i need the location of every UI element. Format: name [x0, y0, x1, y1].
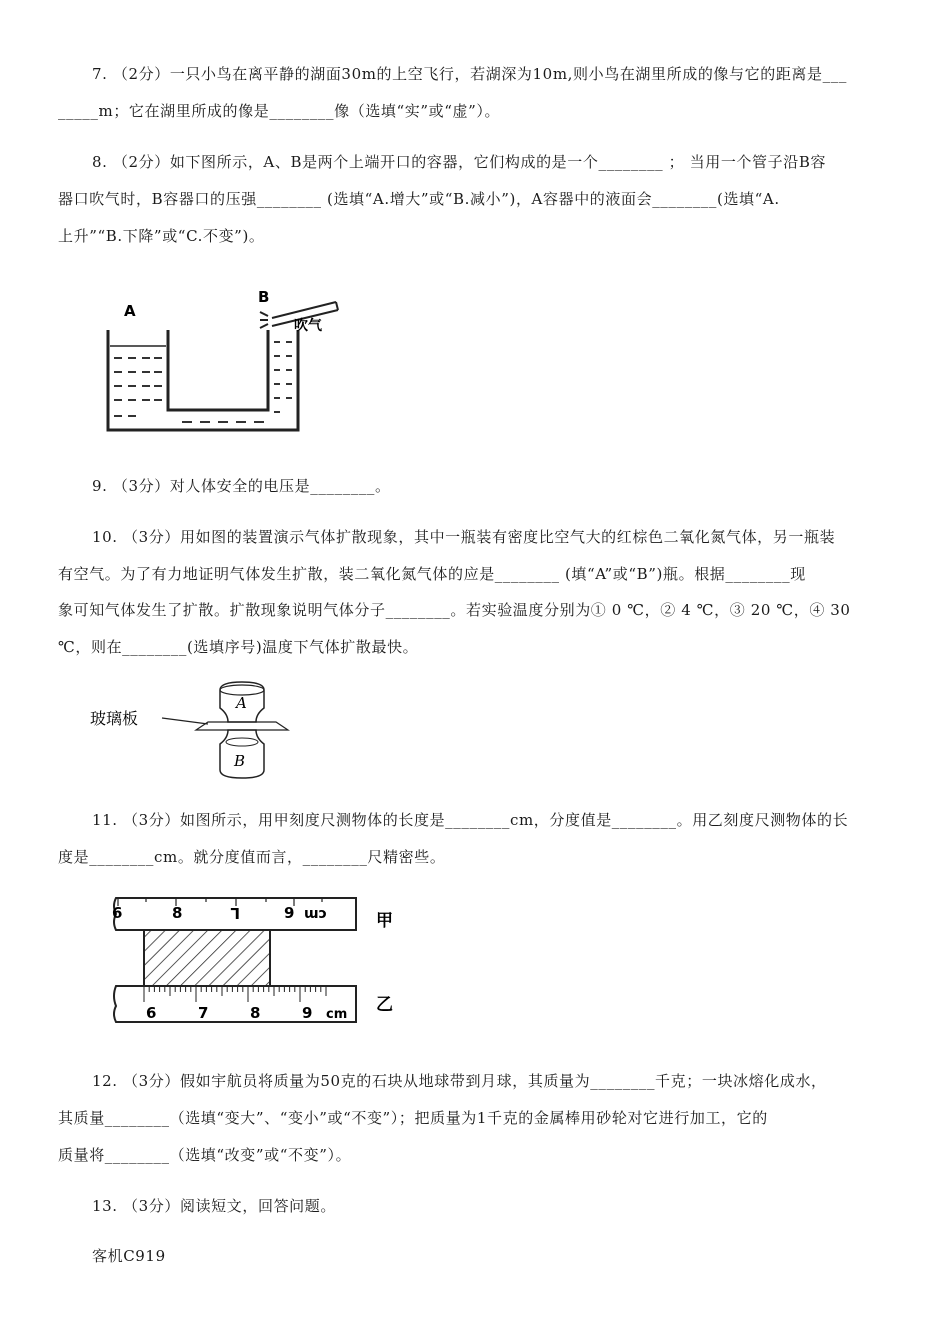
q8-line1: 8. （2分）如下图所示，A、B是两个上端开口的容器，它们构成的是一个________ ； 当用一个管子沿B容: [92, 153, 827, 171]
q12-line1: 12. （3分）假如宇航员将质量为50克的石块从地球带到月球，其质量为________千克；一块冰熔化成水，: [92, 1072, 827, 1090]
q8-line3: 上升”“B.下降”或“C.不变”)。: [58, 227, 265, 245]
q13-line1: 13. （3分）阅读短文，回答问题。: [92, 1197, 336, 1215]
q10-line3: 象可知气体发生了扩散。扩散现象说明气体分子________。若实验温度分别为① 0 ℃，② 4 ℃，③ 20 ℃，④ 30: [58, 601, 851, 619]
rulers-figure: [104, 892, 414, 1030]
bottom-ruler-tick-8: 8: [250, 1004, 261, 1022]
top-ruler-tick-9: 9: [284, 904, 295, 922]
q12-line3: 质量将________（选填“改变”或“不变”）。: [58, 1146, 352, 1164]
diffusion-bottles-figure: [90, 678, 310, 783]
bottom-ruler-tick-6: 6: [146, 1004, 157, 1022]
bottom-ruler-tick-7: 7: [198, 1004, 209, 1022]
q10-line2: 有空气。为了有力地证明气体发生扩散，装二氧化氮气体的应是________ (填“A”或“B”)瓶。根据________现: [58, 565, 806, 583]
connected-containers-figure: [98, 282, 358, 442]
q11-line2: 度是________cm。就分度值而言，________尺精密些。: [58, 848, 446, 866]
q7-line2: _____m；它在湖里所成的像是________像（选填“实”或“虚”）。: [58, 102, 501, 120]
bottom-ruler-tick-9: 9: [302, 1004, 313, 1022]
label-a: A: [124, 302, 136, 320]
ruler-label-yi: 乙: [376, 995, 393, 1015]
q13-subtitle: 客机C919: [92, 1247, 166, 1265]
q10-line1: 10. （3分）用如图的装置演示气体扩散现象，其中一瓶装有密度比空气大的红棕色二氧化氮气体，另一瓶装: [92, 528, 836, 546]
top-ruler-tick-L: L: [230, 904, 240, 922]
q7-line1: 7. （2分）一只小鸟在离平静的湖面30m的上空飞行，若湖深为10m,则小鸟在湖里所成的像与它的距离是___: [92, 65, 847, 83]
q8-line2: 器口吹气时，B容器口的压强________ (选填“A.增大”或“B.减小”)，A容器中的液面会________(选填“A.: [58, 190, 780, 208]
bottle-b-label: B: [234, 752, 246, 770]
top-ruler-tick-6: 6: [112, 904, 123, 922]
bottom-ruler-unit: cm: [326, 1007, 348, 1022]
ruler-label-jia: 甲: [376, 911, 393, 931]
label-b: B: [258, 288, 270, 306]
q12-line2: 其质量________（选填“变大”、“变小”或“不变”）；把质量为1千克的金属棒用砂轮对它进行加工，它的: [58, 1109, 768, 1127]
top-ruler-unit: ɯɔ: [304, 906, 327, 922]
bottle-a-label: A: [236, 694, 247, 712]
top-ruler-tick-8: 8: [172, 904, 183, 922]
q9-line1: 9. （3分）对人体安全的电压是________。: [92, 477, 391, 495]
blow-label: 吹气: [294, 318, 322, 334]
q11-line1: 11. （3分）如图所示，用甲刻度尺测物体的长度是________cm，分度值是________。用乙刻度尺测物体的长: [92, 811, 849, 829]
q10-line4: ℃，则在________(选填序号)温度下气体扩散最快。: [58, 638, 419, 656]
glass-plate-label: 玻璃板: [90, 709, 139, 728]
